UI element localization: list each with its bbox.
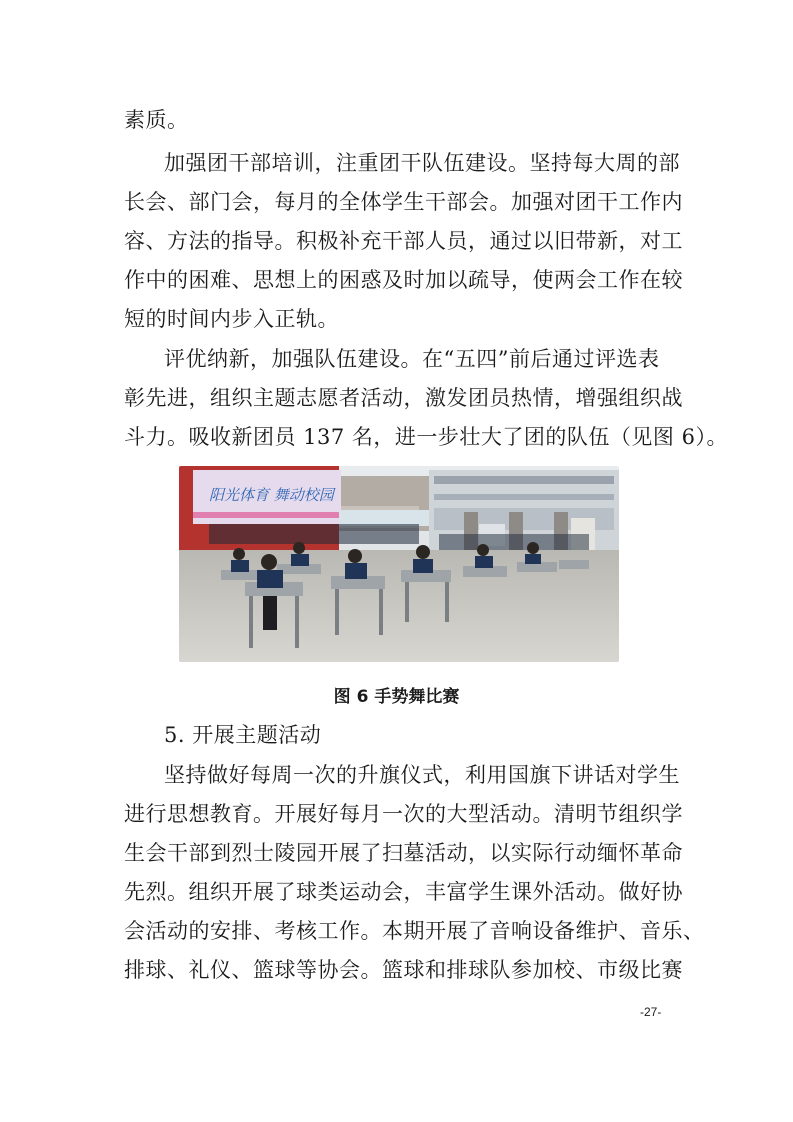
text-line: 彰先进，组织主题志愿者活动，激发团员热情，增强组织战 [124, 386, 683, 410]
text-line: 作中的困难、思想上的困惑及时加以疏导，使两会工作在较 [124, 268, 683, 292]
text-line: 排球、礼仪、篮球等协会。篮球和排球队参加校、市级比赛 [124, 958, 683, 982]
section-heading: 5. 开展主题活动 [164, 723, 322, 747]
page-number: -27- [640, 1005, 662, 1019]
text-line: 进行思想教育。开展好每月一次的大型活动。清明节组织学 [124, 802, 683, 826]
text-line: 长会、部门会，每月的全体学生干部会。加强对团干工作内 [124, 190, 683, 214]
banner-text: 阳光体育 舞动校园 [209, 486, 334, 504]
text-line: 素质。 [124, 108, 189, 132]
figure-caption: 图 6 手势舞比赛 [333, 687, 460, 707]
text-line: 斗力。吸收新团员 137 名，进一步壮大了团的队伍（见图 6）。 [124, 425, 728, 449]
text-line: 容、方法的指导。积极补充干部人员，通过以旧带新，对工 [124, 229, 683, 253]
text-line: 加强团干部培训，注重团干队伍建设。坚持每大周的部 [164, 151, 680, 175]
text-line: 评优纳新，加强队伍建设。在“五四”前后通过评选表 [164, 347, 660, 371]
text-line: 先烈。组织开展了球类运动会，丰富学生课外活动。做好协 [124, 880, 683, 904]
figure-photo [179, 466, 619, 662]
photo-illustration [179, 466, 619, 662]
text-line: 短的时间内步入正轨。 [124, 307, 339, 331]
text-line: 坚持做好每周一次的升旗仪式，利用国旗下讲话对学生 [164, 763, 680, 787]
text-line: 生会干部到烈士陵园开展了扫墓活动，以实际行动缅怀革命 [124, 841, 683, 865]
text-line: 会活动的安排、考核工作。本期开展了音响设备维护、音乐、 [124, 919, 705, 943]
